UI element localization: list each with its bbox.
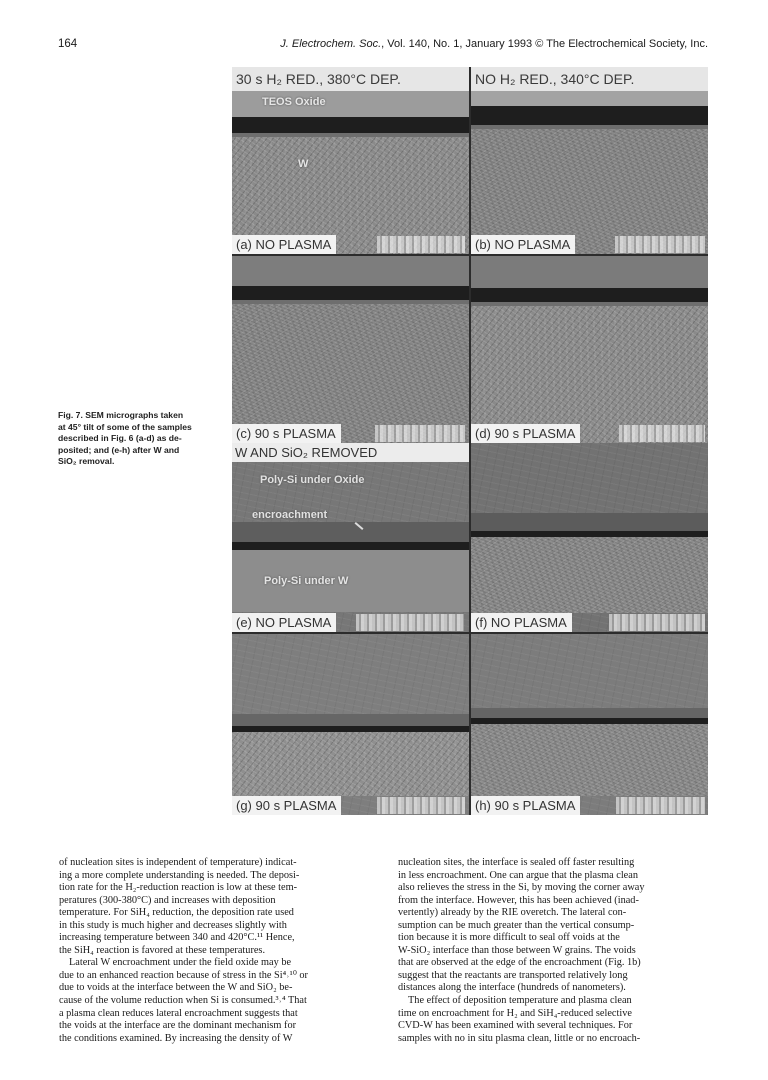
text-line: a plasma clean reduces lateral encroachment suggests that [59,1007,298,1019]
caption-line: described in Fig. 6 (a-d) as de- [58,433,182,443]
panel-label-e: (e) NO PLASMA [232,613,336,632]
text-line: tion because it is more difficult to seal off voids at the [398,932,620,944]
panel-c [232,256,469,443]
page-number: 164 [58,38,78,50]
text-line: temperature. For SiH₄ reduction, the deposition rate used [59,907,294,919]
panel-f [471,443,708,632]
text-line: CVD-W has been examined with several techniques. For [398,1020,633,1032]
text-line: the SiH₄ reaction is favored at these temperatures. [59,944,266,956]
text-line: suggest that the reactants are transported relatively long [398,969,628,981]
text-line: nucleation sites, the interface is sealed off faster resulting [398,857,635,868]
text-line: vertently) already by the RIE overetch. The lateral con- [398,907,627,919]
text-line: distances along the interface (hundreds of nanometers). [398,982,626,994]
sem-figure [232,67,708,815]
running-head [280,38,708,50]
text-line: the voids at the interface are the dominant mechanism for [59,1020,297,1032]
caption-line: SiO₂ removal. [58,456,115,466]
panel-label-b: (b) NO PLASMA [471,235,575,254]
panel-b [471,67,708,254]
caption-line: Fig. 7. SEM micrographs taken [58,410,184,420]
text-line: sumption can be much greater than the vertical consump- [398,919,635,931]
text-line: samples with no in situ plasma clean, little or no encroach- [398,1032,641,1044]
caption-line: posited; and (e-h) after W and [58,444,180,455]
annotation-encroachment: encroachment [252,509,328,521]
text-line: peratures (300-380°C) and increases with deposition [59,894,276,906]
panel-label-d: (d) 90 s PLASMA [471,424,580,443]
text-line: the conditions examined. By increasing the density of W [59,1032,293,1044]
annotation-w: W [298,158,309,170]
text-line: from the interface. However, this has been achieved (inad- [398,894,639,906]
text-line: increasing temperature between 340 and 420°C.¹¹ Hence, [59,932,295,944]
journal-name: J. Electrochem. Soc. [280,38,382,50]
panel-label-g: (g) 90 s PLASMA [232,796,341,815]
text-line: due to voids at the interface between the W and SiO₂ be- [59,982,293,994]
text-line: time on encroachment for H₂ and SiH₄-reduced selective [398,1007,632,1019]
figure-caption [58,410,218,468]
text-line: in this study is much higher and decreases slightly with [59,919,287,931]
column-title-right: NO H₂ RED., 340°C DEP. [471,67,708,91]
panel-a [232,67,469,254]
text-line: W-SiO₂ interface than those between W grains. The voids [398,944,636,956]
text-line: due to an enhanced reaction because of stress in the Si⁴˒¹⁰ or [59,969,308,981]
panel-d [471,256,708,443]
text-line: that are observed at the edge of the encroachment (Fig. 1b) [398,957,641,969]
annotation-poly-si-under-w: Poly-Si under W [264,575,349,587]
text-line: The effect of deposition temperature and plasma clean [408,995,632,1007]
text-line: Lateral W encroachment under the field oxide may be [69,957,292,969]
panel-h [471,634,708,815]
column-title-left: 30 s H₂ RED., 380°C DEP. [232,67,469,91]
panel-e [232,462,469,632]
body-column-left [59,857,370,1045]
journal-citation: , Vol. 140, No. 1, January 1993 © The Electrochemical Society, Inc. [381,38,708,50]
text-line: in less encroachment. One can argue that the plasma clean [398,869,638,881]
panel-label-f: (f) NO PLASMA [471,613,572,632]
text-line: tion rate for the H₂-reduction reaction is low at these tem- [59,882,298,894]
caption-line: at 45° tilt of some of the samples [58,421,192,432]
text-line: of nucleation sites is independent of temperature) indicat- [59,857,297,868]
panel-label-a: (a) NO PLASMA [232,235,336,254]
text-line: also relieves the stress in the Si, by moving the corner away [398,882,645,894]
text-line: cause of the volume reduction when Si is consumed.³˒⁴ That [59,995,307,1007]
body-column-right [398,857,709,1045]
annotation-teos-oxide: TEOS Oxide [262,96,326,108]
panel-label-h: (h) 90 s PLASMA [471,796,580,815]
annotation-poly-si-under-oxide: Poly-Si under Oxide [260,474,365,486]
text-line: ing a more complete understanding is needed. The deposi- [59,869,300,881]
panel-g [232,634,469,815]
panel-label-c: (c) 90 s PLASMA [232,424,341,443]
section-title: W AND SiO₂ REMOVED [232,443,469,462]
